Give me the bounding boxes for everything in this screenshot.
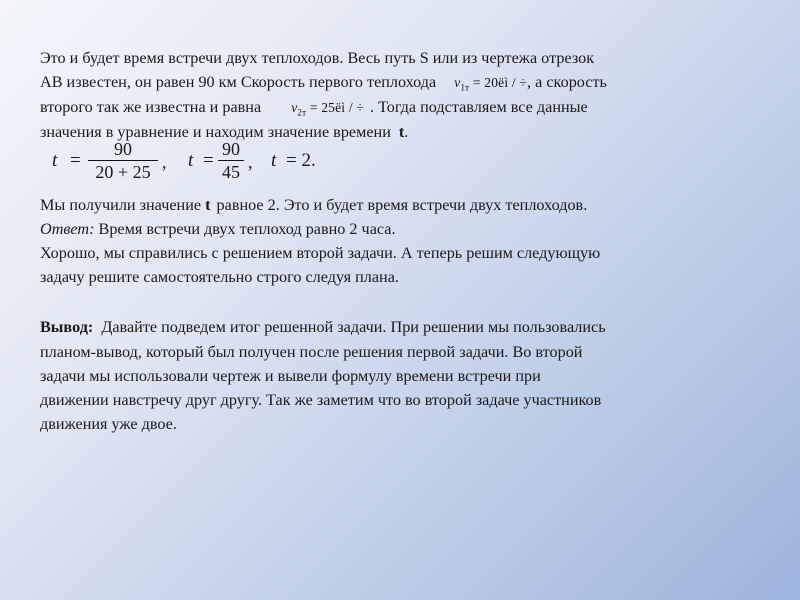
- text-line: [40, 71, 607, 99]
- text: равное 2. Это и будет время встречи двух теплоходов.: [216, 196, 588, 214]
- text: , а скорость: [527, 73, 607, 91]
- math-var: t: [271, 150, 277, 171]
- text: . Тогда подставляем все данные: [369, 98, 588, 116]
- denominator: 20 + 25: [88, 160, 158, 183]
- text: движения уже двое.: [40, 415, 177, 433]
- text-line: [40, 242, 600, 264]
- text: планом-вывод, который был получен после решения первой задачи. Во второй: [40, 343, 583, 361]
- equation: [48, 138, 348, 190]
- text: значения в уравнение и находим значение времени: [40, 123, 391, 141]
- fraction-2: [218, 138, 244, 183]
- math-op: = 2.: [286, 150, 316, 171]
- text-line: [40, 365, 541, 387]
- text-line: [40, 389, 601, 411]
- text-line: [40, 96, 588, 124]
- text: Время встречи двух теплоход равно 2 часа.: [98, 220, 396, 238]
- math-var: t: [188, 150, 194, 171]
- text: Мы получили значение: [40, 196, 202, 214]
- formula-v2: $v_{2т}$ = 25ёì / ÷: [291, 100, 364, 118]
- text-line: [40, 194, 587, 216]
- text: Давайте подведем итог решенной задачи. При решении мы пользовались: [101, 318, 606, 336]
- text-line: [40, 413, 177, 435]
- numerator: 90: [114, 139, 132, 159]
- text-line: [40, 341, 582, 363]
- text-line: [40, 218, 396, 240]
- conclusion-label: Вывод:: [40, 318, 94, 336]
- fraction-1: [88, 138, 158, 183]
- text: Это и будет время встречи двух теплоходов. Весь путь S или из чертежа отрезок: [40, 49, 595, 67]
- text: .: [404, 123, 409, 141]
- variable-t: t: [205, 196, 211, 214]
- math-sep: ,: [162, 152, 167, 172]
- text-line: [40, 316, 606, 338]
- text: АВ известен, он равен 90 км Скорость первого теплохода: [40, 73, 437, 91]
- answer-label: Ответ:: [40, 220, 95, 238]
- variable-t: t: [398, 123, 405, 141]
- text-line: [40, 47, 594, 69]
- math-sep: ,: [248, 152, 253, 172]
- text: движении навстречу друг другу. Так же заметим что во второй задаче участников: [40, 391, 602, 409]
- text: задачу решите самостоятельно строго следуя плана.: [40, 268, 399, 286]
- math-var: t: [52, 150, 58, 171]
- numerator: 90: [222, 139, 240, 159]
- math-op: =: [203, 150, 214, 171]
- text: задачи мы использовали чертеж и вывели формулу времени встречи при: [40, 367, 541, 385]
- formula-v1: $v_{1т}$ = 20ёì / ÷: [454, 75, 528, 93]
- denominator: 45: [218, 160, 244, 183]
- text-line: [40, 266, 399, 288]
- math-op: =: [70, 150, 81, 171]
- text: второго так же известна и равна: [40, 98, 262, 116]
- text: Хорошо, мы справились с решением второй задачи. А теперь решим следующую: [40, 244, 601, 262]
